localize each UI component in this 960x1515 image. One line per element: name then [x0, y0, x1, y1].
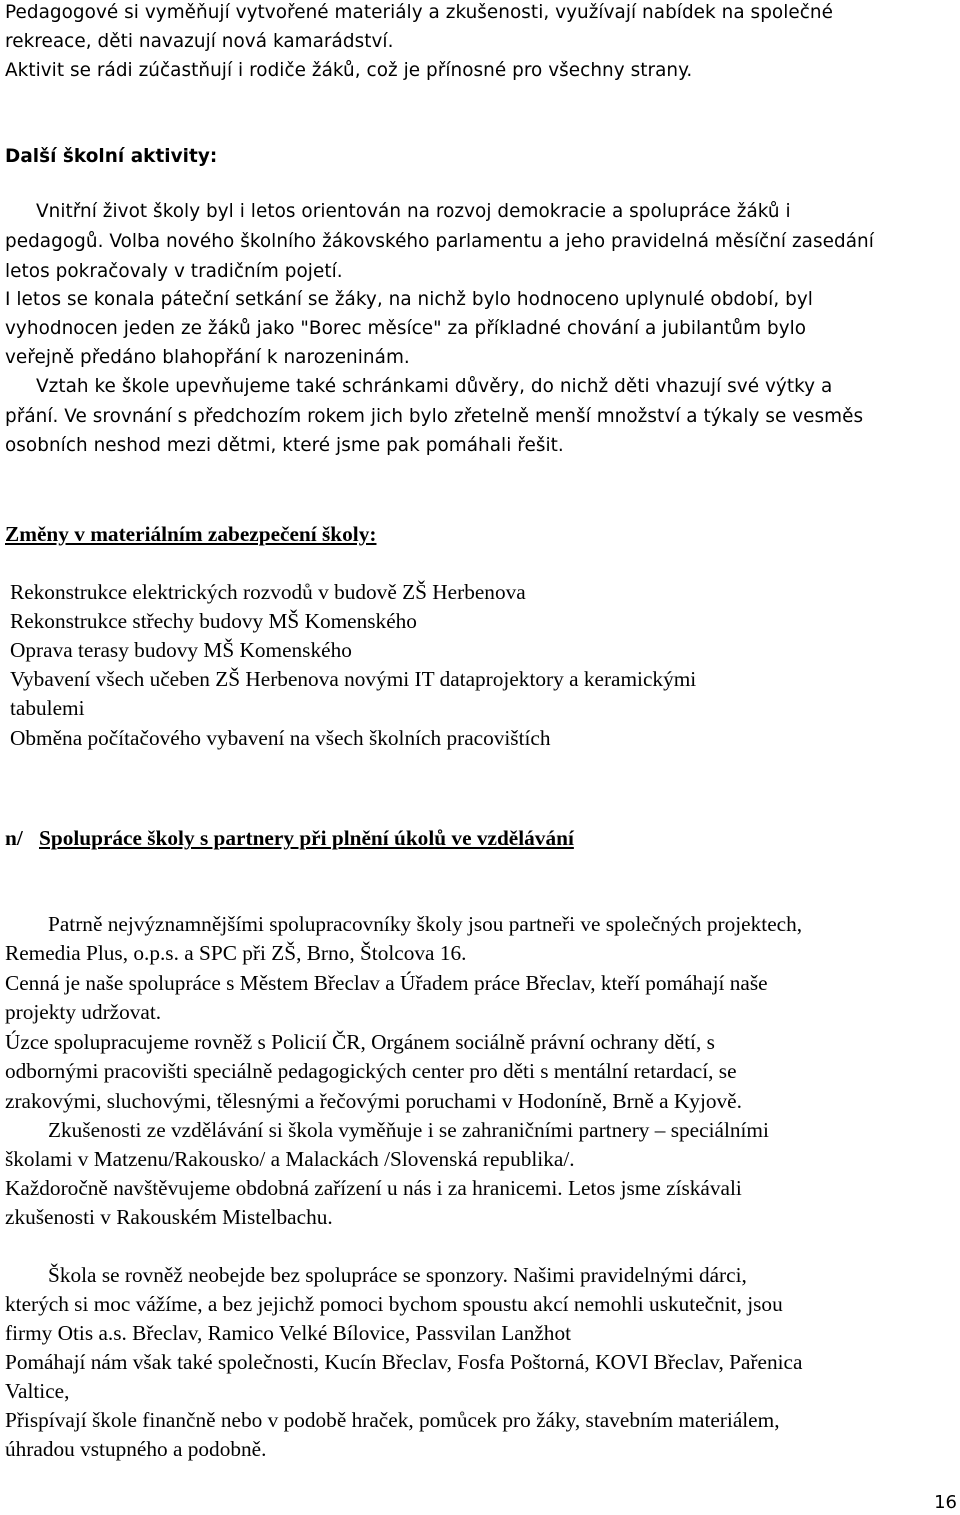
list-item: tabulemi: [10, 696, 85, 720]
paragraph-line: zkušenosti v Rakouském Mistelbachu.: [5, 1205, 333, 1229]
paragraph-line: úhradou vstupného a podobně.: [5, 1437, 267, 1461]
paragraph-line: kterých si moc vážíme, a bez jejichž pomoci bychom spoustu akcí nemohli uskutečnit, jsou: [5, 1292, 783, 1316]
section-heading: Spolupráce školy s partnery při plnění úkolů ve vzdělávání: [39, 826, 574, 850]
paragraph-line: Valtice,: [5, 1379, 70, 1403]
list-item: Oprava terasy budovy MŠ Komenského: [10, 638, 352, 662]
paragraph-line: Škola se rovněž neobejde bez spolupráce se sponzory. Našimi pravidelnými dárci,: [48, 1263, 747, 1287]
page-number: 16: [934, 1492, 957, 1513]
paragraph-line: Aktivit se rádi zúčastňují i rodiče žáků, což je přínosné pro všechny strany.: [5, 60, 693, 81]
paragraph-line: Přispívají škole finančně nebo v podobě hraček, pomůcek pro žáky, stavebním materiálem,: [5, 1408, 780, 1432]
paragraph-line: Pomáhají nám však také společnosti, Kucín Břeclav, Fosfa Poštorná, KOVI Břeclav, Pařenica: [5, 1350, 803, 1374]
paragraph-line: odbornými pracovišti speciálně pedagogických center pro děti s mentální retardací, se: [5, 1059, 737, 1083]
section-number: n/: [5, 826, 23, 850]
section-heading: Další školní aktivity:: [5, 146, 218, 167]
paragraph-line: Pedagogové si vyměňují vytvořené materiály a zkušenosti, využívají nabídek na společné: [5, 2, 833, 23]
paragraph-line: Vnitřní život školy byl i letos orientován na rozvoj demokracie a spolupráce žáků i: [36, 201, 791, 222]
paragraph-line: školami v Matzenu/Rakousko/ a Malackách /Slovenská republika/.: [5, 1147, 575, 1171]
paragraph-line: letos pokračovaly v tradičním pojetí.: [5, 261, 343, 282]
paragraph-line: vyhodnocen jeden ze žáků jako "Borec měsíce" za příkladné chování a jubilantům bylo: [5, 318, 807, 339]
paragraph-line: firmy Otis a.s. Břeclav, Ramico Velké Bílovice, Passvilan Lanžhot: [5, 1321, 572, 1345]
paragraph-line: projekty udržovat.: [5, 1000, 162, 1024]
list-item: Vybavení všech učeben ZŠ Herbenova novými IT dataprojektory a keramickými: [10, 667, 697, 691]
paragraph-line: přání. Ve srovnání s předchozím rokem jich bylo zřetelně menší množství a týkaly se vesměs: [5, 406, 864, 427]
paragraph-line: Vztah ke škole upevňujeme také schránkami důvěry, do nichž děti vhazují své výtky a: [36, 376, 833, 397]
section-heading: Změny v materiálním zabezpečení školy:: [5, 522, 377, 546]
paragraph-line: Úzce spolupracujeme rovněž s Policií ČR, Orgánem sociálně právní ochrany dětí, s: [5, 1030, 715, 1054]
paragraph-line: zrakovými, sluchovými, tělesnými a řečovými poruchami v Hodoníně, Brně a Kyjově.: [5, 1089, 742, 1113]
list-item: Rekonstrukce střechy budovy MŠ Komenského: [10, 609, 417, 633]
paragraph-line: Cenná je naše spolupráce s Městem Břeclav a Úřadem práce Břeclav, kteří pomáhají naše: [5, 971, 768, 995]
paragraph-line: veřejně předáno blahopřání k narozeninám.: [5, 347, 410, 368]
list-item: Rekonstrukce elektrických rozvodů v budově ZŠ Herbenova: [10, 580, 526, 604]
paragraph-line: osobních neshod mezi dětmi, které jsme pak pomáhali řešit.: [5, 435, 564, 456]
paragraph-line: Patrně nejvýznamnějšími spolupracovníky školy jsou partneři ve společných projektech,: [48, 912, 803, 936]
paragraph-line: Remedia Plus, o.p.s. a SPC při ZŠ, Brno, Štolcova 16.: [5, 941, 467, 965]
paragraph-line: pedagogů. Volba nového školního žákovského parlamentu a jeho pravidelná měsíční zasedání: [5, 231, 874, 252]
paragraph-line: I letos se konala páteční setkání se žáky, na nichž bylo hodnoceno uplynulé období, byl: [5, 289, 813, 310]
paragraph-line: Každoročně navštěvujeme obdobná zařízení u nás i za hranicemi. Letos jsme získávali: [5, 1176, 742, 1200]
paragraph-line: rekreace, děti navazují nová kamarádství.: [5, 31, 394, 52]
list-item: Obměna počítačového vybavení na všech školních pracovištích: [10, 726, 551, 750]
paragraph-line: Zkušenosti ze vzdělávání si škola vyměňuje i se zahraničními partnery – speciálními: [48, 1118, 769, 1142]
